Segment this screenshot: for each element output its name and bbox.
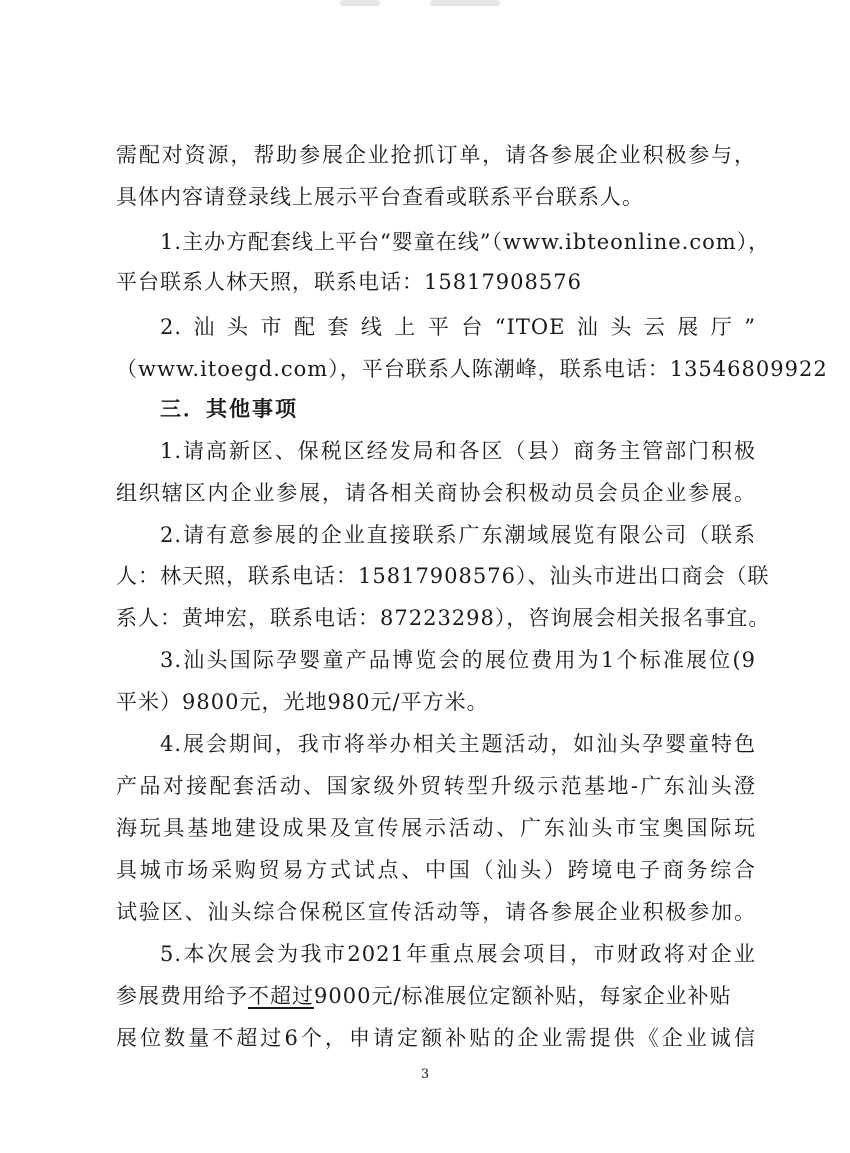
text-line: 1.请高新区、保税区经发局和各区（县）商务主管部门积极 bbox=[160, 439, 756, 463]
text-line: 具城市场采购贸易方式试点、中国（汕头）跨境电子商务综合 bbox=[116, 858, 756, 882]
underlined-text: 不超过 bbox=[248, 984, 314, 1008]
text-line: 需配对资源，帮助参展企业抢抓订单，请各参展企业积极参与， bbox=[116, 143, 756, 167]
text-line: 平米）9800元，光地980元/平方米。 bbox=[116, 690, 489, 714]
text-line: 5.本次展会为我市2021年重点展会项目，市财政将对企业 bbox=[160, 942, 756, 966]
text-line: 2.汕头市配套线上平台“ITOE汕头云展厅” bbox=[160, 315, 756, 339]
text-line: 试验区、汕头综合保税区宣传活动等，请各参展企业积极参加。 bbox=[116, 900, 756, 924]
text-span: 参展费用给予 bbox=[116, 984, 248, 1008]
text-line: 组织辖区内企业参展，请各相关商协会积极动员会员企业参展。 bbox=[116, 481, 756, 505]
text-line: 具体内容请登录线上展示平台查看或联系平台联系人。 bbox=[116, 185, 644, 209]
text-line: 人：林天照，联系电话：15817908576）、汕头市进出口商会（联 bbox=[116, 564, 770, 588]
scan-artifact bbox=[430, 0, 500, 6]
text-line: 1.主办方配套线上平台“婴童在线”（www.ibteonline.com）， bbox=[160, 230, 771, 254]
text-line: 产品对接配套活动、国家级外贸转型升级示范基地-广东汕头澄 bbox=[116, 774, 756, 798]
text-line bbox=[116, 981, 756, 1011]
text-line: 2.请有意参展的企业直接联系广东潮域展览有限公司（联系 bbox=[160, 523, 756, 547]
section-heading: 三．其他事项 bbox=[160, 397, 298, 421]
text-line: 海玩具基地建设成果及宣传展示活动、广东汕头市宝奥国际玩 bbox=[116, 816, 756, 840]
text-span: 9000元/标准展位定额补贴，每家企业补贴 bbox=[314, 984, 732, 1008]
text-line: 4.展会期间，我市将举办相关主题活动，如汕头孕婴童特色 bbox=[160, 732, 756, 756]
scan-artifact bbox=[340, 0, 380, 6]
page-number: 3 bbox=[420, 1067, 430, 1082]
text-line: （www.itoegd.com），平台联系人陈潮峰，联系电话：13546809922 bbox=[116, 357, 828, 381]
text-line: 3.汕头国际孕婴童产品博览会的展位费用为1个标准展位(9 bbox=[160, 648, 756, 672]
text-line: 展位数量不超过6个，申请定额补贴的企业需提供《企业诚信 bbox=[116, 1026, 756, 1050]
text-line: 系人：黄坤宏，联系电话：87223298），咨询展会相关报名事宜。 bbox=[116, 606, 771, 630]
text-line: 平台联系人林天照，联系电话：15817908576 bbox=[116, 270, 582, 294]
